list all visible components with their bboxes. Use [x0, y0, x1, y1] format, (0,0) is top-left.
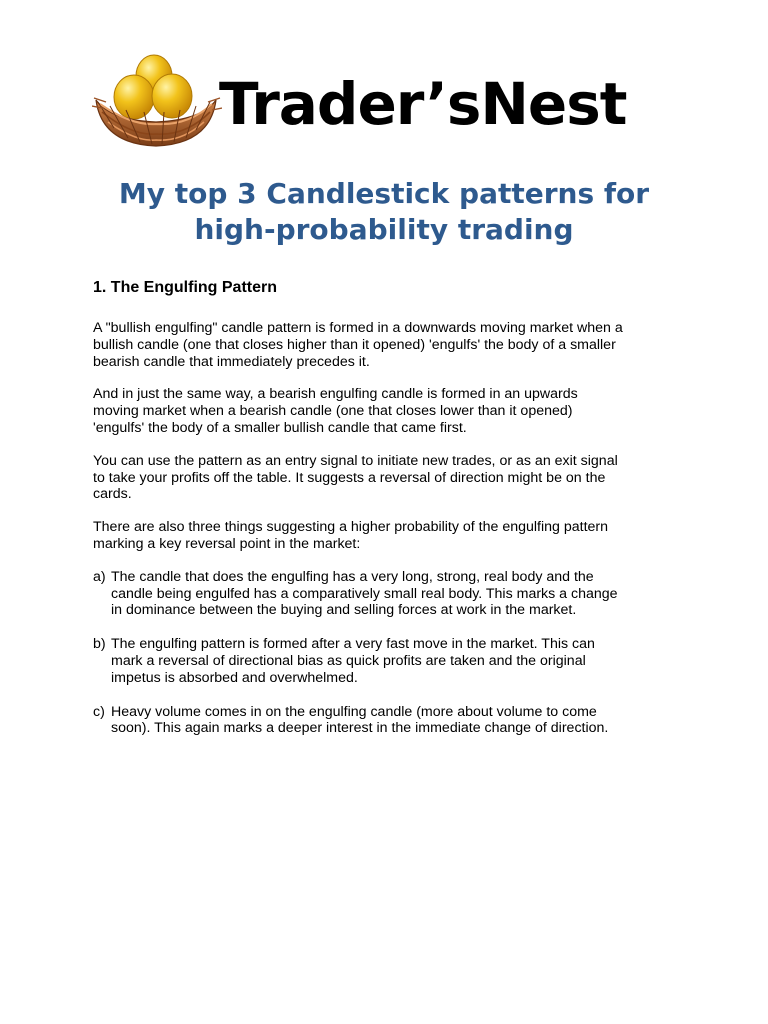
list-item-line: candle being engulfed has a comparatively small real body. This marks a change [111, 585, 618, 602]
paragraph-line: marking a key reversal point in the market: [93, 535, 361, 552]
list-item-line: soon). This again marks a deeper interest in the immediate change of direction. [111, 720, 609, 737]
section-heading: 1. The Engulfing Pattern [93, 279, 278, 296]
paragraph-line: to take your profits off the table. It suggests a reversal of direction might be on the [93, 469, 606, 486]
article-body [93, 278, 683, 754]
paragraph-line: bearish candle that immediately precedes it. [93, 353, 370, 370]
paragraph-line: bullish candle (one that closes higher than it opened) 'engulfs' the body of a smaller [93, 336, 616, 353]
paragraph-line: A "bullish engulfing" candle pattern is formed in a downwards moving market when a [93, 320, 623, 336]
list-item-line: impetus is absorbed and overwhelmed. [111, 669, 358, 686]
list-item-c [93, 704, 683, 738]
paragraph-usage [93, 453, 683, 503]
list-item-line: in dominance between the buying and selling forces at work in the market. [111, 602, 577, 619]
paragraph-line: moving market when a bearish candle (one that closes lower than it opened) [93, 403, 573, 420]
paragraph-bullish-engulfing [93, 320, 683, 370]
list-item-line: The engulfing pattern is formed after a very fast move in the market. This can [111, 636, 595, 653]
list-item-line: mark a reversal of directional bias as quick profits are taken and the original [111, 652, 586, 669]
page-title [60, 176, 708, 248]
brand-name: Trader’sNest [219, 70, 627, 138]
list-item-b [93, 636, 683, 686]
list-item-a [93, 569, 683, 619]
list-marker: c) [93, 703, 105, 720]
tradersnest-logo [92, 52, 682, 152]
page-title-line-1: My top 3 Candlestick patterns for [118, 177, 650, 210]
paragraph-three-things [93, 519, 683, 553]
page-title-line-2: high-probability trading [194, 213, 574, 246]
golden-eggs-nest-icon [92, 52, 222, 152]
paragraph-bearish-engulfing [93, 386, 683, 436]
list-marker: a) [93, 568, 106, 585]
paragraph-line: 'engulfs' the body of a smaller bullish candle that came first. [93, 419, 467, 436]
paragraph-line: There are also three things suggesting a higher probability of the engulfing pattern [93, 519, 609, 536]
list-item-line: The candle that does the engulfing has a very long, strong, real body and the [111, 568, 594, 585]
list-marker: b) [93, 636, 106, 653]
list-item-line: Heavy volume comes in on the engulfing candle (more about volume to come [111, 703, 597, 720]
paragraph-line: You can use the pattern as an entry signal to initiate new trades, or as an exit signal [93, 452, 618, 469]
paragraph-line: cards. [93, 486, 132, 503]
paragraph-line: And in just the same way, a bearish engulfing candle is formed in an upwards [93, 386, 578, 403]
